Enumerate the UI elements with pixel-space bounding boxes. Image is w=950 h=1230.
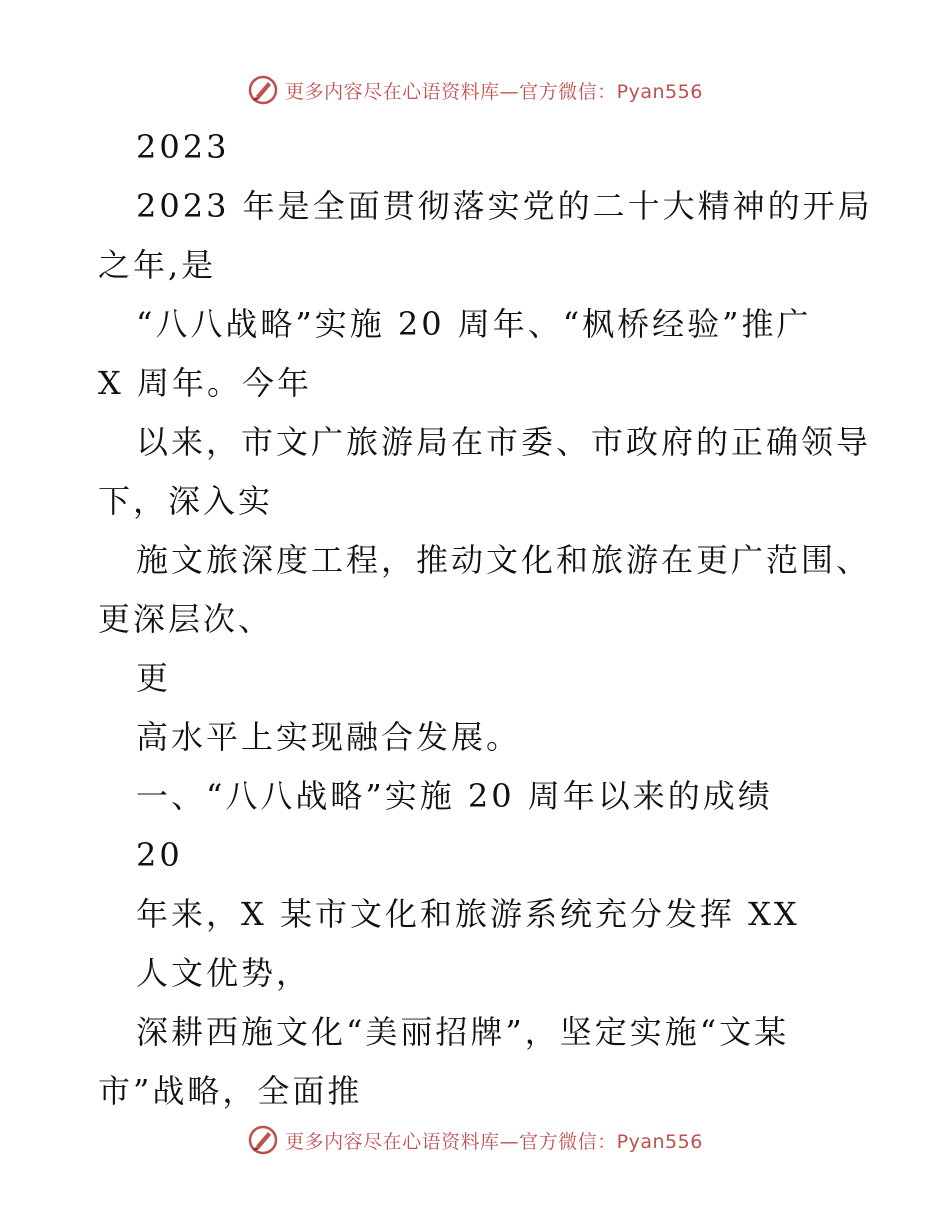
text-line: 更深层次、 xyxy=(98,600,274,638)
text-line: 人文优势， xyxy=(136,954,312,992)
text-line: 年来，X 某市文化和旅游系统充分发挥 XX xyxy=(136,895,800,933)
brush-logo-icon xyxy=(247,1124,279,1156)
watermark-text xyxy=(285,1127,703,1154)
section-heading: 一、“八八战略”实施 20 周年以来的成绩 xyxy=(136,777,773,815)
text-line: 深耕西施文化“美丽招牌”，坚定实施“文某 xyxy=(136,1013,790,1051)
text-line: 市”战略，全面推 xyxy=(98,1072,363,1110)
text-line: 以来，市文广旅游局在市委、市政府的正确领导 xyxy=(136,423,872,461)
watermark-separator: — xyxy=(499,80,520,103)
watermark-separator: — xyxy=(499,1130,520,1153)
text-line: 高水平上实现融合发展。 xyxy=(136,718,522,756)
watermark-main: 更多内容尽在心语资料库 xyxy=(285,1130,500,1153)
header-watermark xyxy=(0,70,950,110)
text-line: “八八战略”实施 20 周年、“枫桥经验”推广 xyxy=(136,305,812,343)
brush-logo-icon xyxy=(247,74,279,106)
text-line: X 周年。今年 xyxy=(98,364,312,402)
text-line: 2023 年是全面贯彻落实党的二十大精神的开局 xyxy=(136,187,873,225)
watermark-wechat: 官方微信：Pyan556 xyxy=(519,1130,703,1153)
watermark-main: 更多内容尽在心语资料库 xyxy=(285,80,500,103)
watermark-text xyxy=(285,77,703,104)
watermark-wechat: 官方微信：Pyan556 xyxy=(519,80,703,103)
footer-watermark xyxy=(0,1120,950,1160)
text-line: 之年,是 xyxy=(98,246,217,284)
text-line: 施文旅深度工程，推动文化和旅游在更广范围、 xyxy=(136,541,872,579)
text-line: 更 xyxy=(136,659,172,697)
text-line: 下，深入实 xyxy=(98,482,274,520)
text-line: 20 xyxy=(136,836,183,874)
text-line: 2023 xyxy=(136,128,230,166)
